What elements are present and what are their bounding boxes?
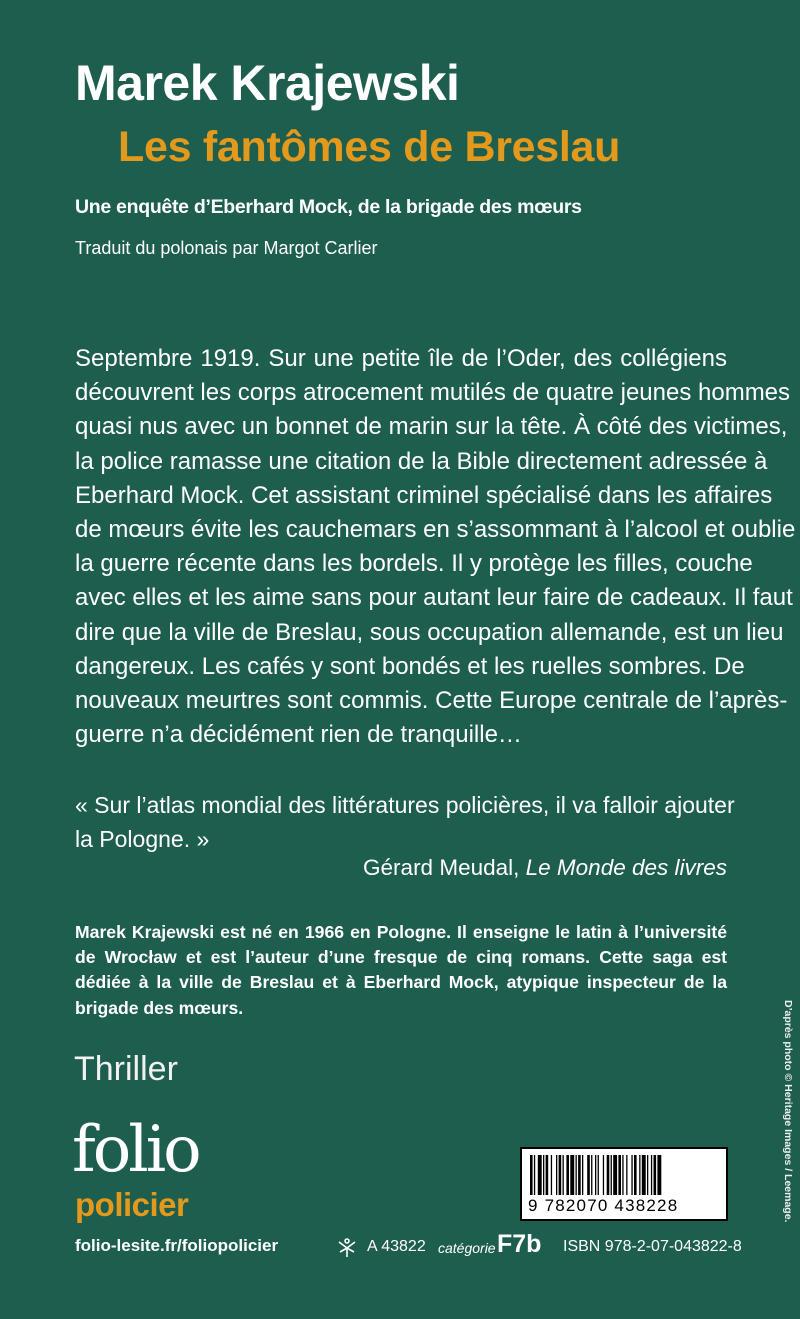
publisher-code: A 43822 bbox=[367, 1238, 426, 1255]
quote-line: « Sur l’atlas mondial des littératures policières, il va falloir ajouter bbox=[75, 792, 735, 818]
barcode-bar bbox=[607, 1155, 610, 1195]
barcode-bar bbox=[651, 1155, 652, 1195]
category-value: F7b bbox=[497, 1230, 542, 1258]
bio-line: de Wrocław et est l’auteur d’une fresque de cinq romans. Cette saga est bbox=[75, 947, 727, 968]
barcode-bar bbox=[622, 1155, 623, 1195]
book-subtitle: Une enquête d’Eberhard Mock, de la brigade des mœurs bbox=[75, 196, 582, 218]
summary-line: quasi nus avec un bonnet de marin sur la tête. À côté des victimes, bbox=[75, 413, 788, 441]
barcode-bar bbox=[654, 1155, 657, 1195]
publisher-website: folio-lesite.fr/foliopolicier bbox=[75, 1236, 279, 1255]
translator-credit: Traduit du polonais par Margot Carlier bbox=[75, 238, 378, 258]
barcode-bar bbox=[631, 1155, 632, 1195]
folio-logo: folio bbox=[72, 1113, 199, 1187]
bio-line: Marek Krajewski est né en 1966 en Pologne. Il enseigne le latin à l’université bbox=[75, 922, 727, 942]
barcode-bar bbox=[578, 1155, 581, 1195]
barcode-bar bbox=[603, 1155, 604, 1195]
barcode-bar bbox=[546, 1155, 549, 1195]
barcode-bar bbox=[556, 1155, 557, 1195]
barcode-bar bbox=[591, 1155, 592, 1195]
quote-source-work: Le Monde des livres bbox=[525, 855, 727, 880]
quote-line: la Pologne. » bbox=[75, 826, 210, 852]
barcode-bar bbox=[611, 1155, 612, 1195]
summary-line: la police ramasse une citation de la Bible directement adressée à bbox=[75, 447, 768, 475]
barcode-bar bbox=[639, 1155, 640, 1195]
quote-source bbox=[363, 855, 727, 881]
genre-label: Thriller bbox=[74, 1050, 178, 1088]
bio-line: brigade des mœurs. bbox=[75, 997, 244, 1018]
summary-line: dire que la ville de Breslau, sous occupation allemande, est un lieu bbox=[75, 618, 784, 646]
barcode-bar bbox=[576, 1155, 577, 1195]
barcode-bar bbox=[563, 1155, 564, 1195]
photo-credit: D’après photo © Heritage Images / Leemage. bbox=[782, 1000, 794, 1223]
barcode-bar bbox=[538, 1155, 542, 1195]
quote-source-author: Gérard Meudal, bbox=[363, 855, 520, 880]
barcode-bar bbox=[587, 1155, 590, 1195]
barcode-bar bbox=[543, 1155, 544, 1195]
summary-line: dangereux. Les cafés y sont bondés et les ruelles sombres. De bbox=[75, 652, 745, 680]
summary-line: Eberhard Mock. Cet assistant criminel spécialisé dans les affaires bbox=[75, 481, 773, 509]
summary-line: nouveaux meurtres sont commis. Cette Europe centrale de l’après- bbox=[75, 687, 788, 715]
barcode-bar bbox=[613, 1155, 617, 1195]
isbn: ISBN 978-2-07-043822-8 bbox=[563, 1238, 742, 1255]
author-name: Marek Krajewski bbox=[75, 55, 460, 111]
barcode-bar bbox=[618, 1155, 621, 1195]
summary-line: avec elles et les aime sans pour autant leur faire de cadeaux. Il faut bbox=[75, 584, 793, 612]
barcode-bar bbox=[595, 1155, 596, 1195]
barcode-bar bbox=[570, 1155, 574, 1195]
summary-line: découvrent les corps atrocement mutilés de quatre jeunes hommes bbox=[75, 379, 791, 407]
summary-line: Septembre 1919. Sur une petite île de l’Oder, des collégiens bbox=[75, 345, 727, 372]
barcode-bar bbox=[598, 1155, 599, 1195]
gallimard-emblem-icon bbox=[336, 1237, 358, 1259]
press-quote bbox=[75, 788, 735, 856]
barcode-bar bbox=[551, 1155, 552, 1195]
summary-line: la guerre récente dans les bordels. Il y protège les filles, couche bbox=[75, 550, 753, 578]
book-title: Les fantômes de Breslau bbox=[118, 123, 621, 171]
summary-line: guerre n’a décidément rien de tranquille… bbox=[75, 721, 522, 749]
summary-line: de mœurs évite les cauchemars en s’assommant à l’alcool et oublie bbox=[75, 516, 796, 544]
policier-logo: policier bbox=[75, 1186, 189, 1223]
barcode-bar bbox=[534, 1155, 535, 1195]
barcode-bar bbox=[657, 1155, 661, 1195]
barcode-bar bbox=[642, 1155, 646, 1195]
barcode-digits: 9 782070 438228 bbox=[528, 1196, 679, 1215]
author-bio bbox=[75, 920, 727, 1021]
category-label: catégorie bbox=[438, 1240, 496, 1256]
barcode-bar bbox=[530, 1155, 533, 1195]
barcode-bar bbox=[559, 1155, 562, 1195]
barcode-bar bbox=[566, 1155, 569, 1195]
barcode-bar bbox=[647, 1155, 648, 1195]
summary-text bbox=[75, 342, 796, 752]
barcode-bar bbox=[626, 1155, 627, 1195]
bio-line: dédiée à la ville de Breslau et à Eberhard Mock, atypique inspecteur de la bbox=[75, 972, 727, 993]
barcode-bar bbox=[634, 1155, 637, 1195]
barcode-bar bbox=[582, 1155, 583, 1195]
